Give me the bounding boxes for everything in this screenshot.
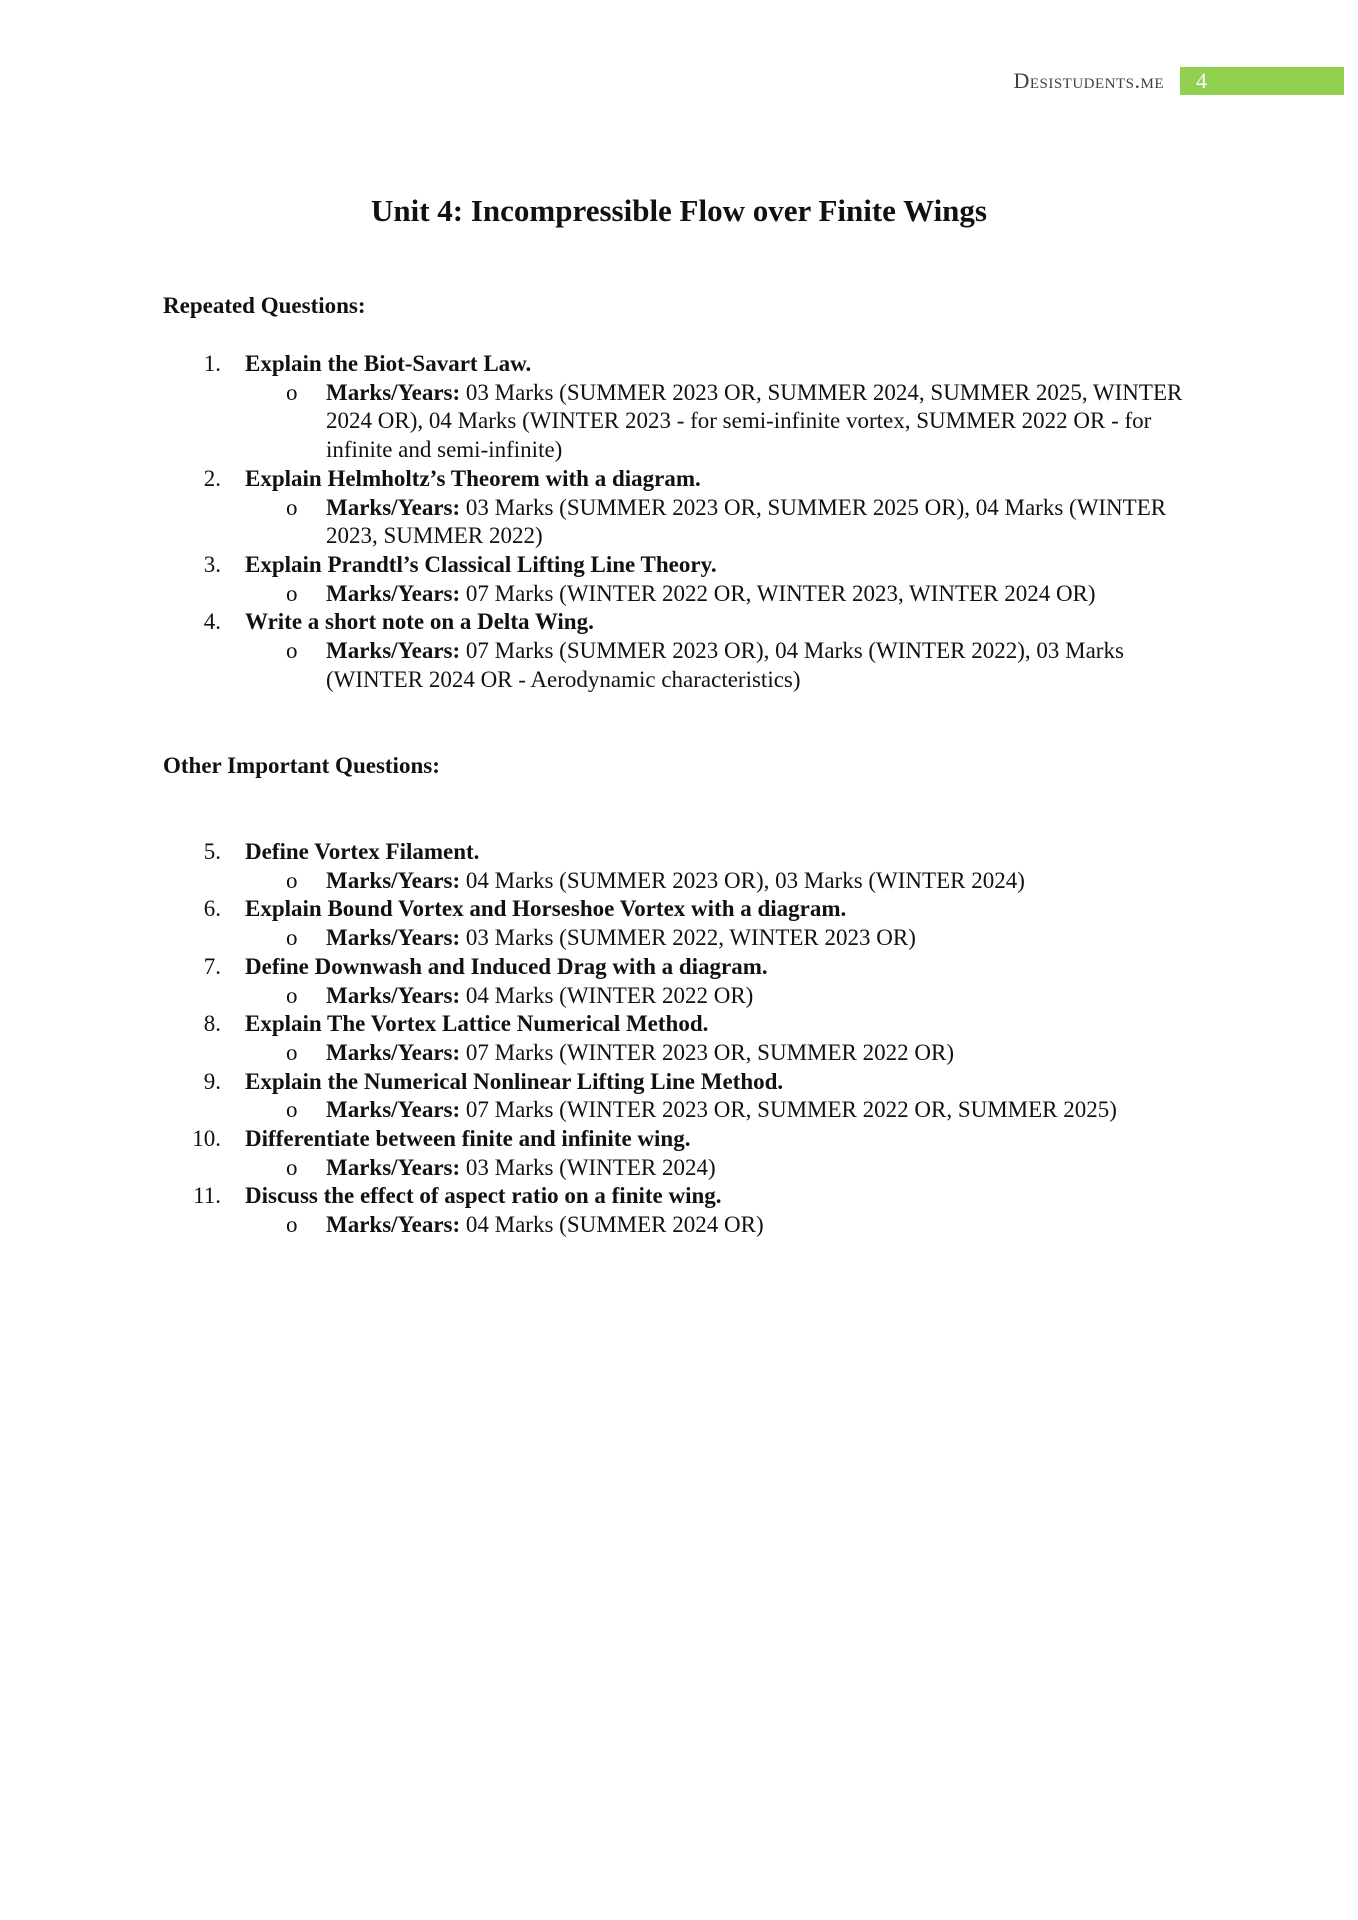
question-text: Discuss the effect of aspect ratio on a finite wing. <box>245 1183 722 1209</box>
section-heading-other: Other Important Questions: <box>163 753 440 778</box>
question-number: 8. <box>203 1011 221 1037</box>
marks-years-label: Marks/Years: <box>326 982 461 1008</box>
bullet-icon: o <box>286 1212 298 1238</box>
marks-years-label: Marks/Years: <box>326 379 461 405</box>
page-number: 4 <box>1180 67 1344 95</box>
question-list-other <box>0 838 1358 1240</box>
question-number: 3. <box>203 551 221 577</box>
question-item <box>0 953 1358 1010</box>
marks-years-detail: 04 Marks (WINTER 2022 OR) <box>460 982 754 1008</box>
question-text: Explain Bound Vortex and Horseshoe Vortex with a diagram. <box>245 896 847 922</box>
question-item <box>0 465 1358 551</box>
marks-years-line <box>0 924 1186 953</box>
marks-years-line <box>0 494 1186 551</box>
marks-years-line <box>0 982 1186 1011</box>
marks-years-detail: 07 Marks (WINTER 2023 OR, SUMMER 2022 OR, SUMMER 2025) <box>460 1097 1117 1123</box>
question-text: Explain Helmholtz’s Theorem with a diagram. <box>245 465 701 491</box>
marks-years-label: Marks/Years: <box>326 1097 461 1123</box>
marks-years-detail: 04 Marks (SUMMER 2023 OR), 03 Marks (WINTER 2024) <box>460 867 1025 893</box>
marks-years-label: Marks/Years: <box>326 1039 461 1065</box>
marks-years-line <box>0 637 1186 694</box>
question-item <box>0 1182 1358 1239</box>
marks-years-detail: 07 Marks (WINTER 2022 OR, WINTER 2023, WINTER 2024 OR) <box>460 580 1096 606</box>
question-number: 9. <box>203 1068 221 1094</box>
site-name: Desistudents.me <box>1013 68 1164 93</box>
question-text: Define Vortex Filament. <box>245 839 480 864</box>
marks-years-detail: 07 Marks (SUMMER 2023 OR), 04 Marks (WINTER 2022), 03 Marks (WINTER 2024 OR - Aerodynamic characteristics) <box>326 638 1124 692</box>
question-item <box>0 1068 1358 1125</box>
question-text: Explain the Numerical Nonlinear Lifting Line Method. <box>245 1068 784 1094</box>
question-item <box>0 608 1358 694</box>
marks-years-line <box>0 379 1186 465</box>
question-item <box>0 551 1358 608</box>
marks-years-detail: 03 Marks (SUMMER 2023 OR, SUMMER 2024, SUMMER 2025, WINTER 2024 OR), 04 Marks (WINTER 2023 - for semi-infinite vortex, SUMMER 2022 OR - for infinite and semi-infinite) <box>326 379 1183 463</box>
question-text: Write a short note on a Delta Wing. <box>245 609 594 635</box>
marks-years-line <box>0 1211 1186 1240</box>
marks-years-label: Marks/Years: <box>326 1154 461 1180</box>
bullet-icon: o <box>286 638 298 664</box>
marks-years-detail: 03 Marks (SUMMER 2022, WINTER 2023 OR) <box>460 925 916 951</box>
page-title: Unit 4: Incompressible Flow over Finite Wings <box>370 193 987 228</box>
marks-years-detail: 03 Marks (SUMMER 2023 OR, SUMMER 2025 OR), 04 Marks (WINTER 2023, SUMMER 2022) <box>326 494 1167 549</box>
marks-years-label: Marks/Years: <box>326 494 461 520</box>
bullet-icon: o <box>286 867 298 893</box>
bullet-icon: o <box>286 379 298 405</box>
bullet-icon: o <box>286 580 298 606</box>
question-number: 4. <box>203 609 221 635</box>
marks-years-detail: 04 Marks (SUMMER 2024 OR) <box>460 1212 764 1238</box>
page-header <box>1013 66 1344 96</box>
marks-years-line <box>0 867 1186 896</box>
marks-years-detail: 03 Marks (WINTER 2024) <box>460 1154 716 1180</box>
question-item <box>0 350 1358 465</box>
question-item <box>0 895 1358 952</box>
marks-years-line <box>0 580 1186 609</box>
question-number: 2. <box>203 465 221 491</box>
marks-years-detail: 07 Marks (WINTER 2023 OR, SUMMER 2022 OR) <box>460 1039 954 1065</box>
bullet-icon: o <box>286 982 298 1008</box>
question-number: 5. <box>203 839 221 864</box>
bullet-icon: o <box>286 494 298 520</box>
marks-years-label: Marks/Years: <box>326 867 461 893</box>
marks-years-label: Marks/Years: <box>326 638 461 664</box>
bullet-icon: o <box>286 1039 298 1065</box>
question-number: 10. <box>192 1126 221 1152</box>
bullet-icon: o <box>286 1097 298 1123</box>
question-number: 6. <box>203 896 221 922</box>
question-item <box>0 838 1358 895</box>
marks-years-label: Marks/Years: <box>326 580 461 606</box>
marks-years-label: Marks/Years: <box>326 925 461 951</box>
marks-years-label: Marks/Years: <box>326 1212 461 1238</box>
question-number: 7. <box>203 953 221 979</box>
question-text: Explain Prandtl’s Classical Lifting Line Theory. <box>245 551 717 577</box>
bullet-icon: o <box>286 1154 298 1180</box>
marks-years-line <box>0 1154 1186 1183</box>
section-heading-repeated: Repeated Questions: <box>163 293 366 318</box>
marks-years-line <box>0 1096 1186 1125</box>
question-text: Define Downwash and Induced Drag with a diagram. <box>245 953 768 979</box>
marks-years-line <box>0 1039 1186 1068</box>
question-text: Explain the Biot-Savart Law. <box>245 351 532 376</box>
question-text: Differentiate between finite and infinite wing. <box>245 1126 691 1152</box>
question-text: Explain The Vortex Lattice Numerical Method. <box>245 1011 709 1037</box>
question-item <box>0 1125 1358 1182</box>
question-list-repeated <box>0 350 1358 694</box>
bullet-icon: o <box>286 925 298 951</box>
question-number: 1. <box>203 351 221 376</box>
question-number: 11. <box>193 1183 221 1209</box>
question-item <box>0 1010 1358 1067</box>
